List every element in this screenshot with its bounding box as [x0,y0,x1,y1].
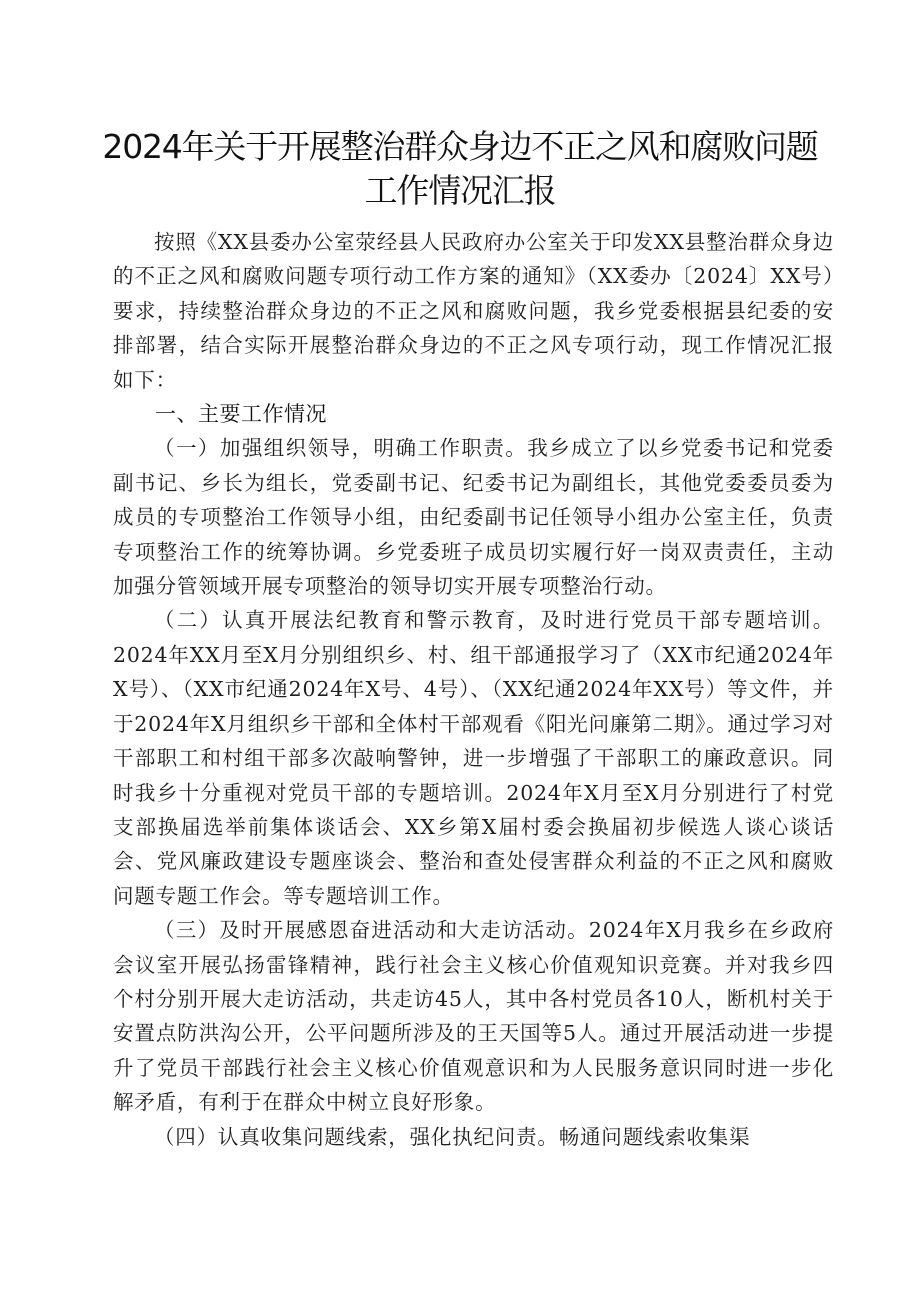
section-heading: 一、主要工作情况 [155,402,327,427]
paragraph-1: （一）加强组织领导，明确工作职责。我乡成立了以乡党委书记和党委副书记、乡长为组长，党委副书记、纪委书记为副组长，其他党委委员委为成员的专项整治工作领导小组，由纪委副书记任领导小组办公室主任，负责专项整治工作的统筹协调。乡党委班子成员切实履行好一岗双责责任，主动加强分管领域开展专项整治的领导切实开展专项整治行动。 [113,436,834,599]
intro-paragraph: 按照《XX县委办公室荥经县人民政府办公室关于印发XX县整治群众身边的不正之风和腐败问题专项行动工作方案的通知》（XX委办〔2024〕XX号）要求，持续整治群众身边的不正之风和腐败问题，我乡党委根据县纪委的安排部署，结合实际开展整治群众身边的不正之风专项行动，现工作情况汇报如下： [113,230,834,392]
paragraph-3: （三）及时开展感恩奋进活动和大走访活动。2024年X月我乡在乡政府会议室开展弘扬雷锋精神，践行社会主义核心价值观知识竞赛。并对我乡四个村分别开展大走访活动，共走访45人，其中各村党员各10人，断机村关于安置点防洪沟公开，公平问题所涉及的王天国等5人。通过开展活动进一步提升了党员干部践行社会主义核心价值观意识和为人民服务意识同时进一步化解矛盾，有利于在群众中树立良好形象。 [113,918,834,1115]
title-line-2: 工作情况汇报 [364,171,556,210]
paragraph-2: （二）认真开展法纪教育和警示教育，及时进行党员干部专题培训。2024年XX月至X月分别组织乡、村、组干部通报学习了（XX市纪通2024年X号）、（XX市纪通2024年X号、4号）、（XX纪通2024年XX号）等文件，并于2024年X月组织乡干部和全体村干部观看《阳光问廉第二期》。通过学习对干部职工和村组干部多次敲响警钟，进一步增强了干部职工的廉政意识。同时我乡十分重视对党员干部的专题培训。2024年X月至X月分别进行了村党支部换届选举前集体谈话会、XX乡第X届村委会换届初步候选人谈心谈话会、党风廉政建设专题座谈会、整治和查处侵害群众利益的不正之风和腐败问题专题工作会。等专题培训工作。 [113,608,834,908]
document-title [60,125,860,213]
document-body [113,225,834,1154]
paragraph-4: （四）认真收集问题线索，强化执纪问责。畅通问题线索收集渠 [154,1124,751,1149]
title-line-1: 2024年关于开展整治群众身边不正之风和腐败问题 [102,127,818,166]
